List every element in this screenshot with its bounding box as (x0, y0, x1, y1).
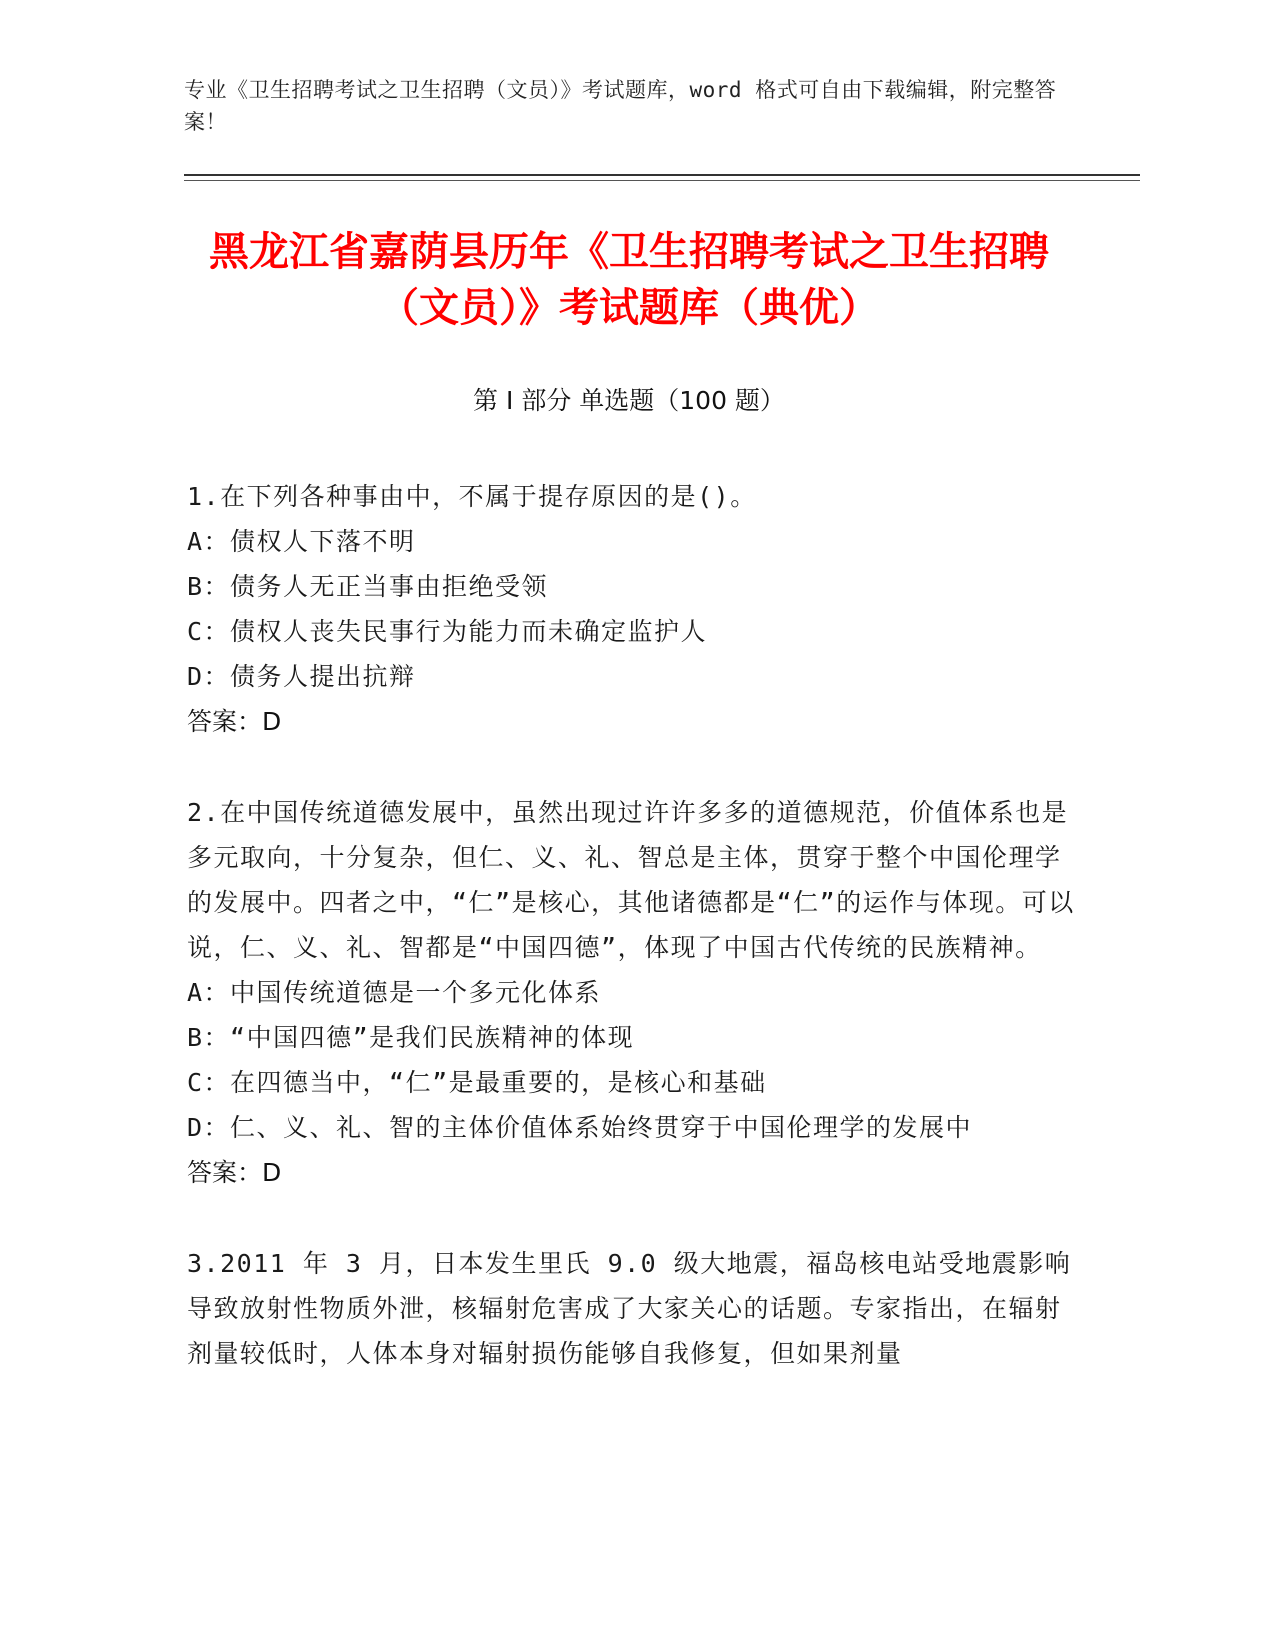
option-b: B：债务人无正当事由拒绝受领 (187, 572, 549, 601)
question-3 (187, 1241, 1077, 1376)
header-note: 专业《卫生招聘考试之卫生招聘（文员）》考试题库，word 格式可自由下载编辑，附完整答案！ (184, 78, 1057, 134)
option-a: A：债权人下落不明 (187, 527, 416, 556)
header-divider-thin (184, 180, 1140, 181)
question-1 (187, 474, 1077, 744)
question-stem: 1.在下列各种事由中，不属于提存原因的是()。 (187, 482, 757, 511)
answer: 答案：D (187, 707, 282, 736)
question-2 (187, 790, 1077, 1195)
option-a: A：中国传统道德是一个多元化体系 (187, 978, 602, 1007)
option-b: B：“中国四德”是我们民族精神的体现 (187, 1023, 635, 1052)
option-d: D：仁、义、礼、智的主体价值体系始终贯穿于中国伦理学的发展中 (187, 1113, 973, 1142)
section-title: 第 I 部分 单选题（100 题） (473, 386, 785, 415)
option-d: D：债务人提出抗辩 (187, 662, 416, 691)
answer: 答案：D (187, 1158, 282, 1187)
header-divider-thick (184, 174, 1140, 176)
document-title: 黑龙江省嘉荫县历年《卫生招聘考试之卫生招聘（文员）》考试题库（典优） (209, 229, 1049, 331)
option-c: C：债权人丧失民事行为能力而未确定监护人 (187, 617, 708, 646)
question-list (187, 474, 1077, 1422)
question-stem: 3.2011 年 3 月，日本发生里氏 9.0 级大地震，福岛核电站受地震影响导致放射性物质外泄，核辐射危害成了大家关心的话题。专家指出，在辐射剂量较低时，人体本身对辐射损伤能够自我修复，但如果剂量 (187, 1249, 1072, 1368)
question-stem: 2.在中国传统道德发展中，虽然出现过许许多多的道德规范，价值体系也是多元取向，十分复杂，但仁、义、礼、智总是主体，贯穿于整个中国伦理学的发展中。四者之中，“仁”是核心，其他诸德都是“仁”的运作与体现。可以说，仁、义、礼、智都是“中国四德”，体现了中国古代传统的民族精神。 (187, 798, 1075, 962)
option-c: C：在四德当中，“仁”是最重要的，是核心和基础 (187, 1068, 767, 1097)
